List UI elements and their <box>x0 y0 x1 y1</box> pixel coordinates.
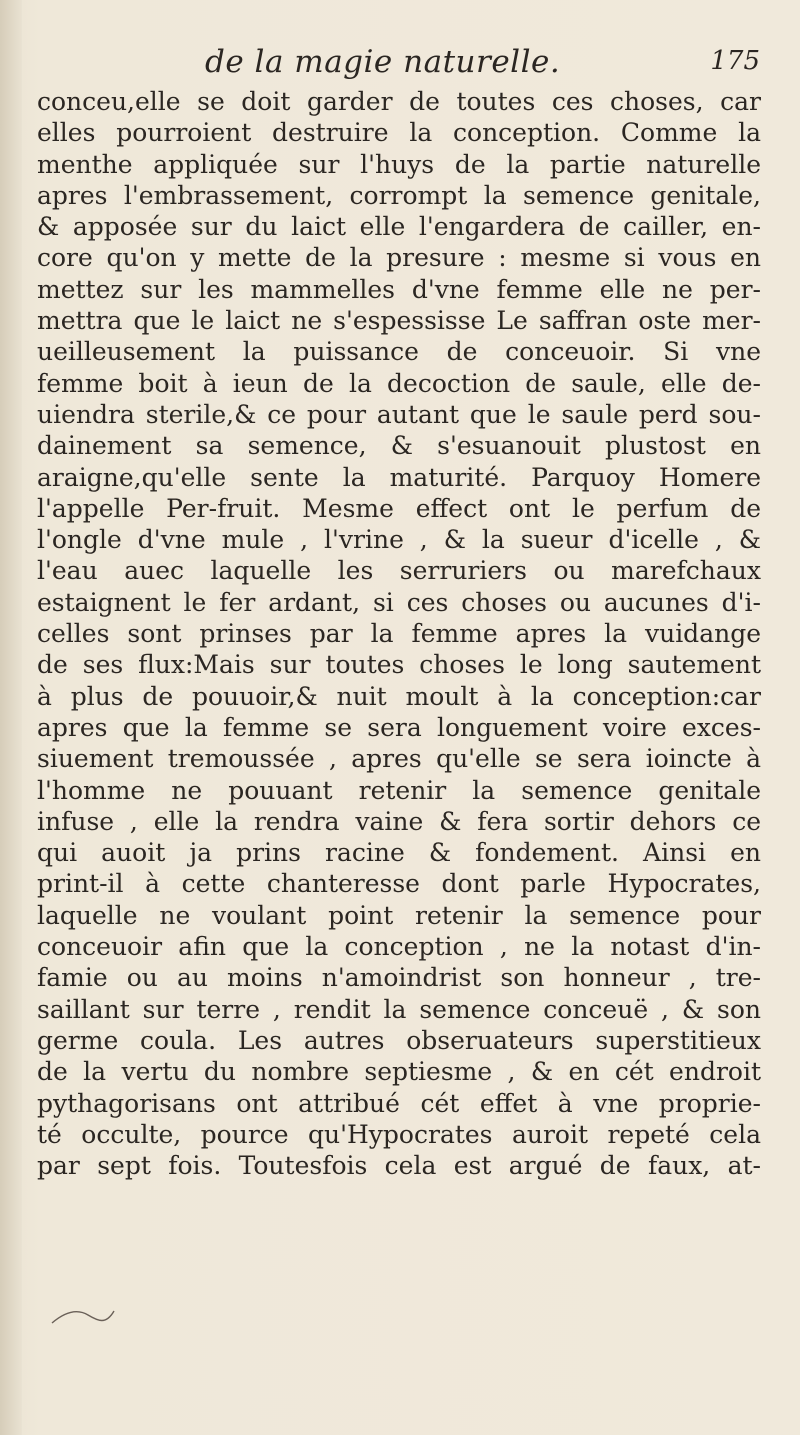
text-line: à plus de pouuoir,& nuit moult à la conception:car <box>37 681 761 711</box>
text-line: elles pourroient destruire la conception. Comme la <box>37 118 761 148</box>
text-line: core qu'on y mette de la presure : mesme si vous en <box>37 243 761 273</box>
page-gutter <box>0 0 22 1435</box>
text-line: menthe appliquée sur l'huys de la partie naturelle <box>37 149 761 179</box>
ink-flourish-icon <box>48 1305 118 1329</box>
text-line: apres l'embrassement, corrompt la semence genitale, <box>37 180 761 210</box>
page-header <box>205 44 760 84</box>
text-line: femme boit à ieun de la decoction de saule, elle de- <box>37 368 761 398</box>
text-line: conceuoir afin que la conception , ne la notast d'in- <box>37 932 761 962</box>
text-line: pythagorisans ont attribué cét effet à vne proprie- <box>37 1088 761 1118</box>
text-line: germe coula. Les autres obseruateurs superstitieux <box>37 1025 761 1055</box>
text-line: apres que la femme se sera longuement voire exces- <box>37 712 761 742</box>
text-line: mettra que le laict ne s'espessisse Le saffran oste mer- <box>37 306 761 336</box>
text-line: de la vertu du nombre septiesme , & en cét endroit <box>37 1057 761 1087</box>
text-line: dainement sa semence, & s'esuanouit plustost en <box>37 431 761 461</box>
text-line: l'eau auec laquelle les serruriers ou marefchaux <box>37 556 761 586</box>
text-line: de ses flux:Mais sur toutes choses le long sautement <box>37 650 761 680</box>
text-line: l'homme ne pouuant retenir la semence genitale <box>37 775 761 805</box>
text-line: qui auoit ja prins racine & fondement. Ainsi en <box>37 838 761 868</box>
text-line: infuse , elle la rendra vaine & fera sortir dehors ce <box>37 806 761 836</box>
text-line: araigne,qu'elle sente la maturité. Parquoy Homere <box>37 462 761 492</box>
text-line: l'appelle Per-fruit. Mesme effect ont le perfum de <box>37 493 761 523</box>
text-line: & apposée sur du laict elle l'engardera de cailler, en- <box>37 212 761 242</box>
text-line: par sept fois. Toutesfois cela est argué de faux, at- <box>37 1151 761 1181</box>
page-number: 175 <box>710 46 760 76</box>
text-line: saillant sur terre , rendit la semence conceuë , & son <box>37 994 761 1024</box>
text-line: uiendra sterile,& ce pour autant que le saule perd sou- <box>37 399 761 429</box>
text-line: conceu,elle se doit garder de toutes ces choses, car <box>37 87 761 116</box>
body-text <box>37 86 761 1181</box>
text-line: estaignent le fer ardant, si ces choses ou aucunes d'i- <box>37 587 761 617</box>
running-title: de la magie naturelle. <box>205 44 561 80</box>
text-line: ueilleusement la puissance de conceuoir. Si vne <box>37 337 761 367</box>
text-line: famie ou au moins n'amoindrist son honneur , tre- <box>37 963 761 993</box>
text-line: print-il à cette chanteresse dont parle Hypocrates, <box>37 869 761 899</box>
text-line: mettez sur les mammelles d'vne femme elle ne per- <box>37 274 761 304</box>
text-line: l'ongle d'vne mule , l'vrine , & la sueur d'icelle , & <box>37 525 761 555</box>
text-line: siuement tremoussée , apres qu'elle se sera ioincte à <box>37 744 761 774</box>
text-line: laquelle ne voulant point retenir la semence pour <box>37 900 761 930</box>
text-line: celles sont prinses par la femme apres la vuidange <box>37 619 761 649</box>
text-line: té occulte, pource qu'Hypocrates auroit repeté cela <box>37 1119 761 1149</box>
